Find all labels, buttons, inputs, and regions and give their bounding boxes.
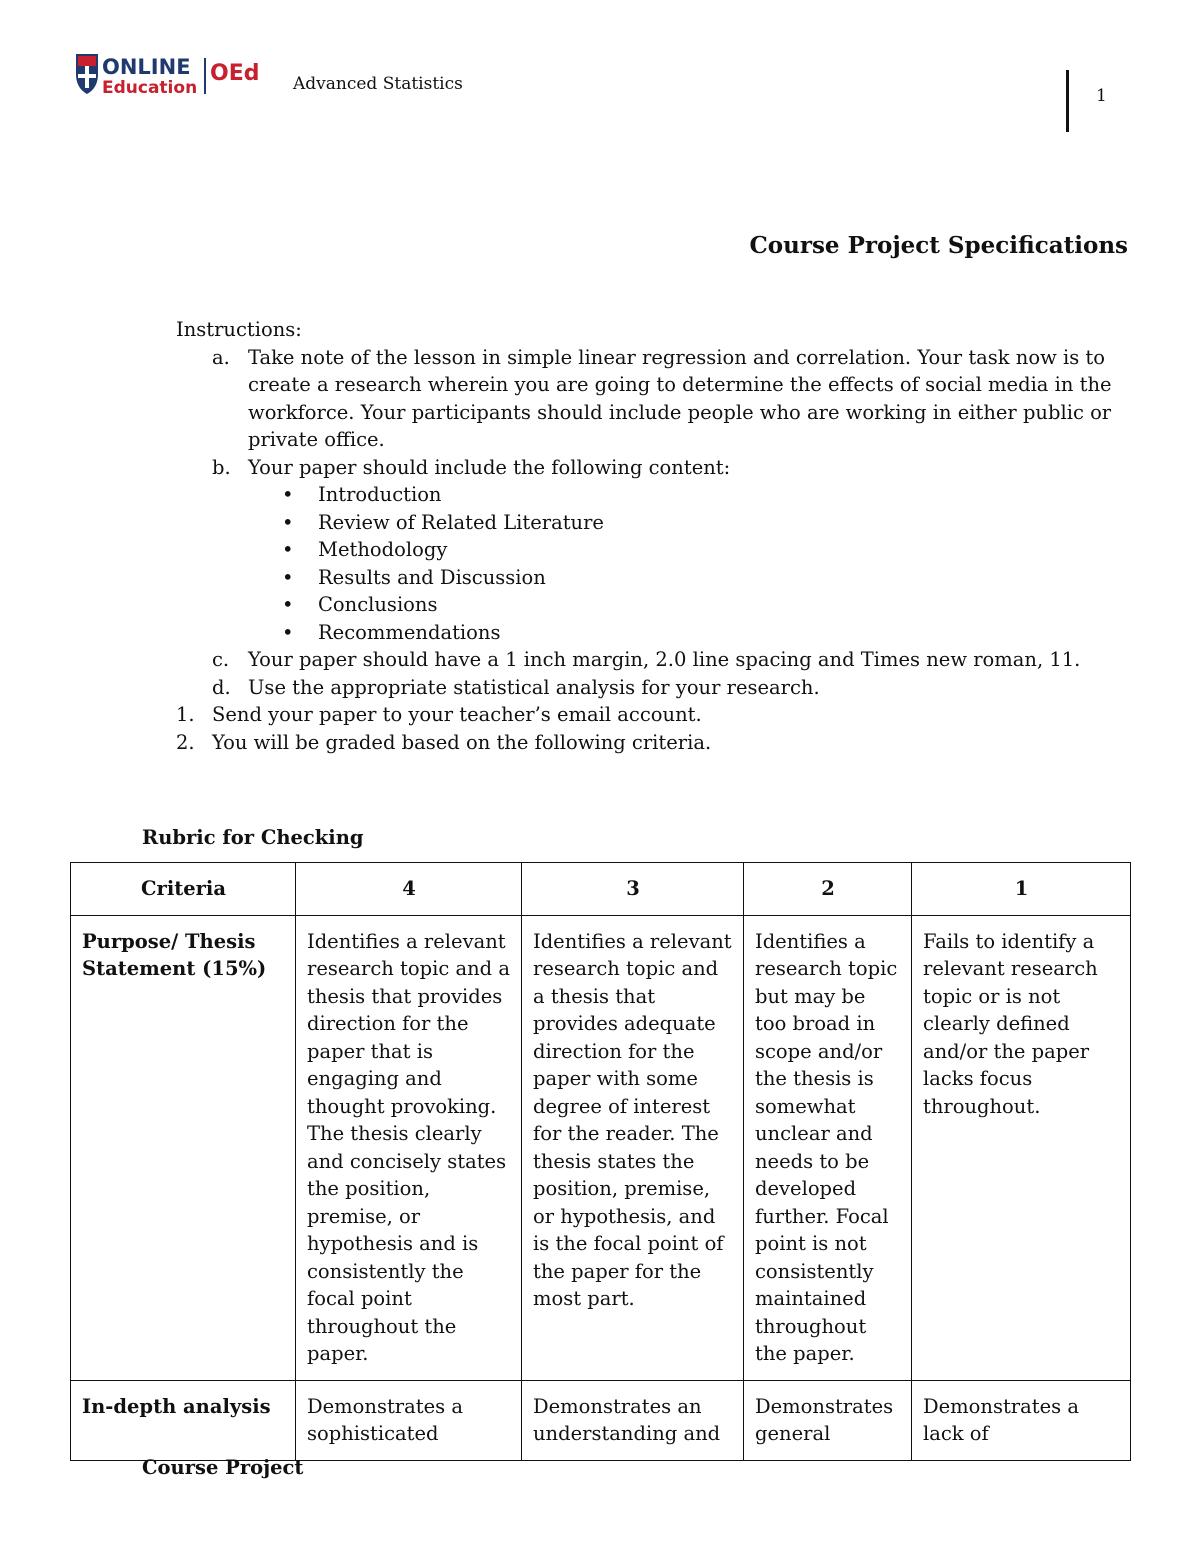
- cell-line: direction for the: [533, 1039, 695, 1063]
- bullet-icon: •: [282, 593, 294, 616]
- cell-line: The thesis clearly: [307, 1122, 482, 1145]
- cell-line: unclear and: [755, 1122, 873, 1145]
- list-item: [176, 344, 1136, 372]
- cell-line: developed: [755, 1177, 857, 1200]
- table-row: [71, 915, 1131, 1380]
- cell-line: paper.: [307, 1342, 369, 1365]
- cell-line: consistently the: [307, 1259, 464, 1283]
- item-marker: b.: [212, 455, 231, 479]
- bullet-text: Recommendations: [318, 620, 501, 644]
- table-row: [71, 1380, 1131, 1460]
- numbered-item: [176, 701, 1136, 729]
- cell-line: or hypothesis, and: [533, 1204, 716, 1228]
- bullet-icon: •: [282, 538, 294, 561]
- criteria-cell: [71, 915, 296, 1380]
- column-header: 4: [296, 863, 522, 916]
- column-header: 1: [912, 863, 1131, 916]
- cell-line: point is not: [755, 1232, 867, 1255]
- number-marker: 1.: [176, 703, 195, 726]
- bullet-text: Introduction: [318, 483, 442, 506]
- cell-line: thesis that provides: [307, 984, 503, 1008]
- bullet-text: Review of Related Literature: [318, 510, 604, 534]
- list-item: [176, 646, 1136, 674]
- logo-graphic: [72, 50, 272, 102]
- cell-line: research topic and: [533, 957, 719, 980]
- cell-line: Identifies a: [755, 929, 866, 953]
- cell-line: general: [755, 1422, 831, 1445]
- item-text: Your paper should include the following content:: [248, 455, 731, 479]
- item-text: Take note of the lesson in simple linear regression and correlation. Your task now is to: [248, 345, 1106, 369]
- cell-line: topic or is not: [923, 984, 1061, 1008]
- item-marker: d.: [212, 675, 231, 699]
- cell-line: is the focal point of: [533, 1232, 724, 1255]
- list-item: [176, 454, 1136, 482]
- cell-line: focal point: [307, 1287, 412, 1310]
- list-item: [176, 674, 1136, 702]
- cell-line: clearly defined: [923, 1012, 1070, 1035]
- shield-icon: [76, 54, 98, 94]
- logo-education: Education: [102, 78, 198, 98]
- rubric-table: [70, 862, 1131, 1461]
- rubric-cell: [912, 1380, 1131, 1460]
- cell-line: the paper.: [755, 1342, 855, 1365]
- cell-line: paper that is: [307, 1039, 433, 1063]
- cell-line: throughout.: [923, 1094, 1041, 1118]
- bullet-item: [176, 564, 1136, 592]
- bullet-item: [176, 591, 1136, 619]
- cell-line: sophisticated: [307, 1422, 439, 1445]
- rubric-cell: [296, 915, 522, 1380]
- rubric-cell: [744, 1380, 912, 1460]
- rubric-cell: [522, 1380, 744, 1460]
- cell-line: Identifies a relevant: [533, 929, 732, 953]
- bullet-text: Methodology: [318, 538, 448, 561]
- document-title: Course Project Specifications: [749, 232, 1128, 259]
- cell-line: degree of interest: [533, 1094, 711, 1118]
- cell-line: and/or the paper: [923, 1039, 1090, 1063]
- cell-line: but may be: [755, 984, 866, 1008]
- cell-line: premise, or: [307, 1204, 421, 1228]
- cell-line: Purpose/ Thesis: [82, 929, 256, 953]
- bullet-item: [176, 536, 1136, 564]
- cell-line: position, premise,: [533, 1177, 711, 1200]
- cell-line: Demonstrates: [755, 1394, 894, 1418]
- rubric-cell: [296, 1380, 522, 1460]
- item-marker: c.: [212, 648, 230, 671]
- cell-line: further. Focal: [755, 1204, 889, 1228]
- cell-line: the thesis is: [755, 1067, 874, 1090]
- cell-line: Identifies a relevant: [307, 929, 506, 953]
- item-marker: a.: [212, 345, 230, 369]
- cell-line: too broad in: [755, 1012, 876, 1035]
- column-header: Criteria: [71, 863, 296, 916]
- bullet-item: [176, 619, 1136, 647]
- bullet-icon: •: [282, 483, 294, 506]
- numbered-text: Send your paper to your teacher’s email account.: [212, 703, 702, 726]
- table-header-row: [71, 863, 1131, 916]
- cell-line: most part.: [533, 1287, 635, 1310]
- item-text: Use the appropriate statistical analysis for your research.: [248, 675, 820, 699]
- bullet-icon: •: [282, 510, 294, 534]
- cell-line: thesis states the: [533, 1149, 695, 1173]
- rubric-cell: [744, 915, 912, 1380]
- cell-line: understanding and: [533, 1422, 721, 1445]
- cell-line: lack of: [923, 1422, 989, 1445]
- logo-online: ONLINE: [102, 55, 191, 79]
- footer-text: Course Project: [142, 1456, 304, 1479]
- instructions-label: Instructions:: [176, 318, 302, 341]
- cell-line: somewhat: [755, 1094, 856, 1118]
- cell-line: In-depth analysis: [82, 1394, 271, 1418]
- cell-line: Demonstrates a: [307, 1394, 463, 1418]
- bullet-text: Conclusions: [318, 593, 438, 616]
- rubric-title: Rubric for Checking: [142, 826, 364, 849]
- numbered-text: You will be graded based on the following criteria.: [212, 730, 712, 754]
- item-text: create a research wherein you are going to determine the effects of social media in the: [248, 373, 1112, 396]
- cell-line: paper with some: [533, 1067, 698, 1090]
- bullet-text: Results and Discussion: [318, 565, 546, 589]
- column-header: 3: [522, 863, 744, 916]
- cell-line: research topic and a: [307, 957, 510, 980]
- number-marker: 2.: [176, 730, 195, 754]
- cell-line: Fails to identify a: [923, 929, 1095, 953]
- cell-line: maintained: [755, 1287, 867, 1310]
- column-header: 2: [744, 863, 912, 916]
- cell-line: for the reader. The: [533, 1122, 719, 1145]
- cell-line: Demonstrates a: [923, 1394, 1079, 1418]
- bullet-icon: •: [282, 620, 294, 644]
- logo: [72, 50, 272, 102]
- criteria-cell: [71, 1380, 296, 1460]
- rubric-cell: [522, 915, 744, 1380]
- cell-line: relevant research: [923, 957, 1098, 980]
- instructions: [176, 316, 1136, 756]
- cell-line: Demonstrates an: [533, 1394, 702, 1418]
- cell-line: scope and/or: [755, 1039, 883, 1063]
- cell-line: and concisely states: [307, 1149, 507, 1173]
- cell-line: throughout the: [307, 1314, 457, 1338]
- page-number-rule: [1066, 70, 1069, 132]
- cell-line: consistently: [755, 1259, 874, 1283]
- cell-line: direction for the: [307, 1012, 469, 1035]
- cell-line: lacks focus: [923, 1067, 1033, 1090]
- item-text: workforce. Your participants should include people who are working in either public or: [248, 400, 1112, 424]
- cell-line: research topic: [755, 957, 898, 980]
- cell-line: needs to be: [755, 1149, 870, 1173]
- rubric-cell: [912, 915, 1131, 1380]
- cell-line: a thesis that: [533, 984, 656, 1008]
- logo-oed: OEd: [210, 61, 260, 86]
- bullet-item: [176, 481, 1136, 509]
- cell-line: Statement (15%): [82, 957, 267, 980]
- cell-line: thought provoking.: [307, 1094, 497, 1118]
- cell-line: engaging and: [307, 1067, 442, 1090]
- bullet-icon: •: [282, 565, 294, 589]
- item-text: private office.: [248, 428, 385, 451]
- cell-line: the position,: [307, 1177, 431, 1200]
- cell-line: throughout: [755, 1314, 867, 1338]
- cell-line: provides adequate: [533, 1012, 716, 1035]
- cell-line: the paper for the: [533, 1259, 702, 1283]
- bullet-item: [176, 509, 1136, 537]
- numbered-item: [176, 729, 1136, 757]
- header-course-title: Advanced Statistics: [293, 74, 463, 94]
- cell-line: hypothesis and is: [307, 1232, 479, 1255]
- page-number: 1: [1096, 86, 1107, 106]
- item-text: Your paper should have a 1 inch margin, 2.0 line spacing and Times new roman, 11.: [248, 648, 1081, 671]
